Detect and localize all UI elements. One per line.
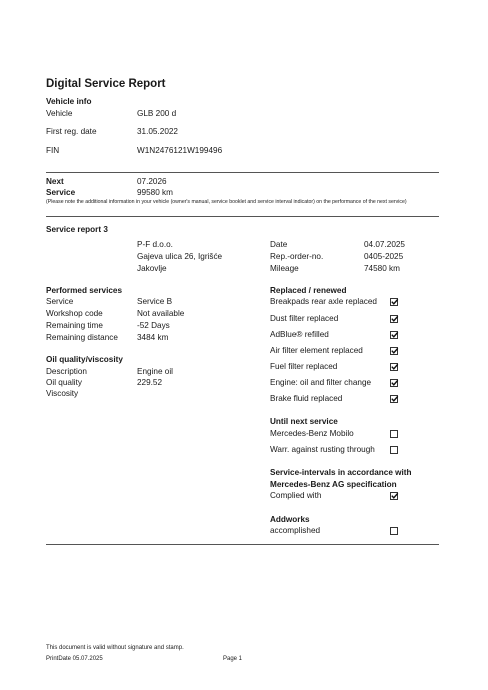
intervals-item-label: Complied with [270, 491, 322, 500]
next-service-value: 99580 km [137, 188, 173, 197]
oil-heading: Oil quality/viscosity [46, 355, 123, 364]
checkbox-checked[interactable] [390, 492, 398, 500]
checkbox-checked[interactable] [390, 379, 398, 387]
checkmark-icon [390, 330, 399, 339]
workshop-city: Jakovlje [137, 264, 167, 273]
intervals-heading: Service-intervals in accordance with [270, 468, 412, 477]
checkbox-unchecked[interactable] [390, 446, 398, 454]
checkmark-icon [390, 491, 399, 500]
addworks-heading: Addworks [270, 515, 310, 524]
checkbox-unchecked[interactable] [390, 430, 398, 438]
mileage-label: Mileage [270, 264, 299, 273]
performed-label: Service [46, 297, 74, 306]
performed-label: Workshop code [46, 309, 103, 318]
service-report-heading: Service report 3 [46, 225, 108, 234]
replaced-item-label: Brake fluid replaced [270, 394, 343, 403]
checkmark-icon [390, 378, 399, 387]
performed-label: Remaining distance [46, 333, 118, 342]
page-number: Page 1 [223, 656, 243, 662]
next-value: 07.2026 [137, 177, 167, 186]
checkbox-checked[interactable] [390, 395, 398, 403]
performed-services-heading: Performed services [46, 286, 123, 295]
checkbox-checked[interactable] [390, 315, 398, 323]
divider [46, 216, 439, 217]
vehicle-value: GLB 200 d [137, 109, 177, 118]
date-label: Date [270, 240, 288, 249]
checkbox-checked[interactable] [390, 363, 398, 371]
next-label: Next [46, 177, 64, 186]
date-value: 04.07.2025 [364, 240, 405, 249]
fin-value: W1N2476121W199496 [137, 146, 223, 155]
replaced-item-label: Air filter element replaced [270, 346, 363, 355]
checkbox-checked[interactable] [390, 347, 398, 355]
until-next-item-label: Mercedes-Benz Mobilo [270, 429, 354, 438]
vehicle-info-heading: Vehicle info [46, 97, 92, 106]
vehicle-label: Vehicle [46, 109, 73, 118]
mileage-value: 74580 km [364, 264, 400, 273]
rep-order-value: 0405-2025 [364, 252, 404, 261]
performed-label: Remaining time [46, 321, 103, 330]
oil-label: Oil quality [46, 378, 82, 387]
print-date: PrintDate 05.07.2025 [46, 656, 103, 662]
first-reg-value: 31.05.2022 [137, 127, 178, 136]
intervals-heading-2: Mercedes-Benz AG specification [270, 480, 397, 489]
oil-label: Viscosity [46, 389, 79, 398]
performed-value: Not available [137, 309, 185, 318]
oil-label: Description [46, 367, 87, 376]
addworks-item-label: accomplished [270, 526, 321, 535]
divider [46, 544, 439, 545]
checkmark-icon [390, 362, 399, 371]
replaced-item-label: Dust filter replaced [270, 314, 339, 323]
checkmark-icon [390, 297, 399, 306]
workshop-address: Gajeva ulica 26, Igrišće [137, 252, 223, 261]
checkmark-icon [390, 394, 399, 403]
until-next-heading: Until next service [270, 417, 338, 426]
first-reg-label: First reg. date [46, 127, 97, 136]
replaced-item-label: AdBlue® refilled [270, 330, 329, 339]
replaced-item-label: Engine: oil and filter change [270, 378, 372, 387]
performed-value: Service B [137, 297, 173, 306]
checkbox-checked[interactable] [390, 298, 398, 306]
replaced-item-label: Breakpads rear axle replaced [270, 297, 377, 306]
divider [46, 172, 439, 173]
oil-value: 229.52 [137, 378, 163, 387]
next-service-label: Service [46, 188, 76, 197]
checkmark-icon [390, 314, 399, 323]
workshop-name: P-F d.o.o. [137, 240, 173, 249]
performed-value: -52 Days [137, 321, 170, 330]
checkmark-icon [390, 346, 399, 355]
replaced-heading: Replaced / renewed [270, 286, 347, 295]
fin-label: FIN [46, 146, 60, 155]
report-title: Digital Service Report [46, 78, 166, 90]
checkbox-checked[interactable] [390, 331, 398, 339]
replaced-item-label: Fuel filter replaced [270, 362, 338, 371]
rep-order-label: Rep.-order-no. [270, 252, 324, 261]
oil-value: Engine oil [137, 367, 173, 376]
validity-note: This document is valid without signature and stamp. [46, 645, 184, 651]
until-next-item-label: Warr. against rusting through [270, 445, 375, 454]
checkbox-unchecked[interactable] [390, 527, 398, 535]
performed-value: 3484 km [137, 333, 169, 342]
next-service-note: (Please note the additional information in your vehicle (owner's manual, service booklet and service interval indicator) on the performance of the next service) [46, 199, 407, 205]
